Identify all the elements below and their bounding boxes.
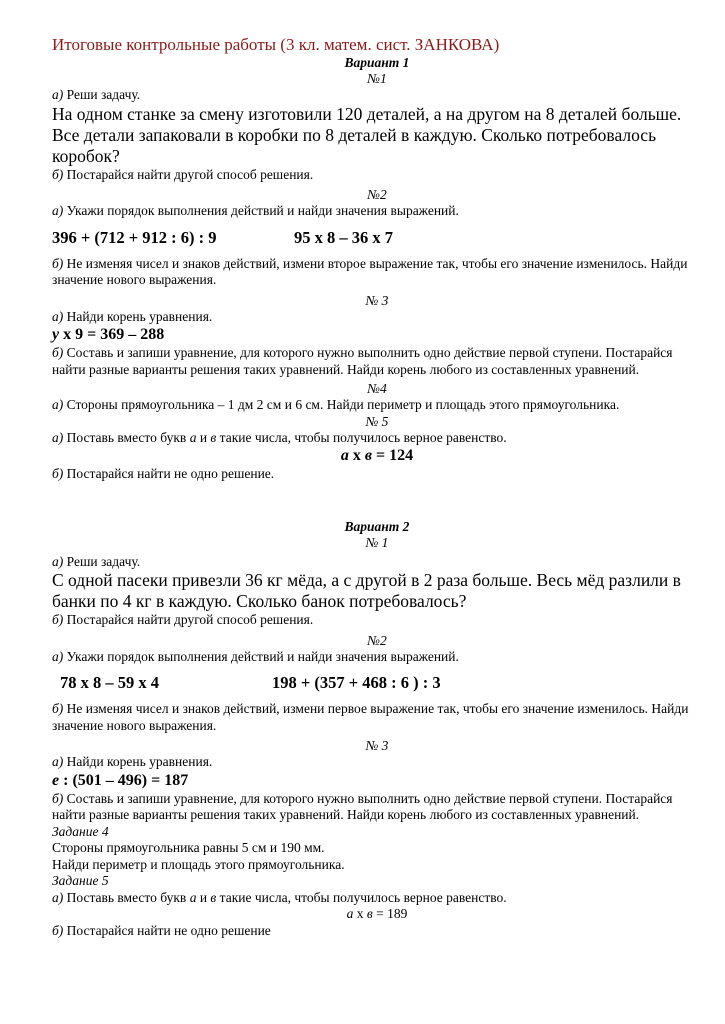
document-title: Итоговые контрольные работы (3 кл. матем. сист. ЗАНКОВА)	[52, 35, 500, 54]
v1-task-3b	[52, 345, 702, 378]
variant-1-heading: Вариант 1	[344, 55, 410, 70]
label-letter: а)	[52, 397, 64, 412]
v2-task-4-line1: Стороны прямоугольника равны 5 см и 190 мм.	[52, 840, 325, 855]
times: х	[353, 906, 367, 921]
equality-rest: = 189	[372, 906, 408, 921]
equation-rest: : (501 – 496) = 187	[59, 771, 189, 789]
expression-2: 198 + (357 + 468 : 6 ) : 3	[272, 673, 441, 692]
variable-a: а	[340, 447, 349, 464]
variable: у	[52, 326, 60, 343]
v1-task-2-number: №2	[367, 187, 387, 202]
v1-expressions	[52, 228, 702, 248]
instruction: Не изменяя чисел и знаков действий, измени второе выражение так, чтобы его значение изменилось. Найди значение нового выражения.	[52, 255, 688, 287]
instruction: такие числа, чтобы получилось верное равенство.	[216, 889, 507, 905]
label-letter: а)	[52, 754, 64, 769]
label-letter: а)	[52, 203, 64, 218]
variable-b: в	[366, 906, 373, 921]
label-letter: а)	[52, 553, 64, 569]
v2-task-3-number: № 3	[365, 738, 389, 753]
v2-task-5a	[52, 890, 702, 907]
variable-b: в	[210, 429, 217, 445]
v1-task-2a	[52, 203, 702, 220]
v1-equality	[52, 446, 702, 466]
v2-task-3a	[52, 754, 702, 771]
label-letter: б)	[52, 166, 64, 182]
variable-b: в	[210, 889, 217, 905]
variable-a: а	[189, 889, 197, 905]
v1-task-3a	[52, 309, 702, 326]
v2-task-5-heading: Задание 5	[52, 873, 109, 888]
times: х	[348, 447, 365, 464]
instruction: Постарайся найти не одно решение.	[66, 466, 275, 481]
label-letter: а)	[52, 308, 64, 324]
v2-expressions	[52, 673, 702, 693]
v1-task-5a	[52, 430, 702, 447]
v1-task-1-number: №1	[367, 71, 387, 86]
expression-1: 78 х 8 – 59 х 4	[60, 673, 159, 692]
instruction: Постарайся найти не одно решение	[66, 922, 271, 938]
instruction: Реши задачу.	[66, 553, 141, 569]
v2-task-4-heading: Задание 4	[52, 823, 109, 839]
instruction: Реши задачу.	[66, 87, 141, 102]
instruction: Поставь вместо букв	[66, 889, 190, 905]
variant-2-heading: Вариант 2	[344, 518, 410, 534]
worksheet	[52, 34, 702, 939]
label-letter: а)	[52, 889, 64, 905]
instruction: Составь и запиши уравнение, для которого нужно выполнить одно действие первой ступени. Постарайся найти разные варианты решения таких уравнений. Найди корень любого из составленных уравнений.	[52, 790, 673, 822]
equation-rest: х 9 = 369 – 288	[59, 326, 165, 343]
label-letter: а)	[52, 87, 64, 102]
variable-a: а	[189, 429, 197, 445]
instruction: Укажи порядок выполнения действий и найди значения выражений.	[66, 203, 459, 218]
instruction: Не изменяя чисел и знаков действий, измени первое выражение так, чтобы его значение изменилось. Найди значение нового выражения.	[52, 701, 689, 733]
label-letter: а)	[52, 648, 64, 664]
v2-task-1b	[52, 612, 702, 629]
label-letter: б)	[52, 790, 64, 806]
label-letter: а)	[52, 429, 64, 445]
instruction: Составь и запиши уравнение, для которого нужно выполнить одно действие первой ступени. Постарайся найти разные варианты решения таких уравнений. Найди корень любого из составленных уравнений.	[52, 345, 673, 377]
v1-task-5b	[52, 466, 702, 483]
v2-task-2a	[52, 649, 702, 666]
label-letter: б)	[52, 922, 64, 938]
instruction: Найди корень уравнения.	[66, 308, 213, 324]
instruction: Найди корень уравнения.	[66, 754, 213, 769]
v1-task-4-number: №4	[367, 381, 387, 396]
v2-task-5b	[52, 923, 702, 940]
instruction: Поставь вместо букв	[66, 429, 190, 445]
v1-task-1-problem: На одном станке за смену изготовили 120 деталей, а на другом на 8 деталей больше. Все детали запаковали в коробки по 8 деталей в каждую. Сколько потребовалось коробок?	[52, 103, 682, 166]
v2-task-3b	[52, 791, 702, 824]
variable-a: а	[346, 906, 354, 921]
v1-task-2b	[52, 256, 702, 289]
v2-task-1-number: № 1	[365, 534, 389, 550]
label-letter: б)	[52, 701, 64, 716]
label-letter: б)	[52, 612, 64, 627]
v2-equation	[52, 771, 702, 791]
instruction: и	[196, 889, 211, 905]
v1-task-3-number: № 3	[365, 292, 389, 308]
v1-task-5-number: № 5	[365, 413, 389, 429]
instruction: и	[196, 429, 211, 445]
label-letter: б)	[52, 466, 64, 481]
v1-task-1a	[52, 87, 702, 104]
v1-task-1b	[52, 167, 702, 184]
v2-task-4-line2: Найди периметр и площадь этого прямоугольника.	[52, 856, 345, 872]
v2-equality	[52, 906, 702, 923]
instruction: Стороны прямоугольника – 1 дм 2 см и 6 см. Найди периметр и площадь этого прямоугольника.	[66, 397, 620, 412]
expression-1: 396 + (712 + 912 : 6) : 9	[52, 227, 217, 247]
label-letter: б)	[52, 345, 64, 360]
instruction: Постарайся найти другой способ решения.	[66, 612, 314, 627]
instruction: Укажи порядок выполнения действий и найди значения выражений.	[66, 648, 459, 664]
v2-task-2b	[52, 701, 702, 734]
v1-equation	[52, 325, 702, 345]
instruction: такие числа, чтобы получилось верное равенство.	[216, 429, 507, 445]
v2-task-2-number: №2	[367, 632, 387, 648]
v2-task-1-problem: С одной пасеки привезли 36 кг мёда, а с другой в 2 раза больше. Весь мёд разлили в банки по 4 кг в каждую. Сколько банок потребовалось?	[52, 570, 681, 611]
v1-task-4a	[52, 397, 702, 414]
v2-task-1a	[52, 554, 702, 571]
variable-b: в	[364, 447, 373, 464]
variable: е	[52, 771, 60, 789]
instruction: Постарайся найти другой способ решения.	[66, 166, 314, 182]
equality-rest: = 124	[372, 447, 414, 464]
label-letter: б)	[52, 255, 64, 271]
expression-2: 95 x 8 – 36 x 7	[294, 227, 393, 247]
